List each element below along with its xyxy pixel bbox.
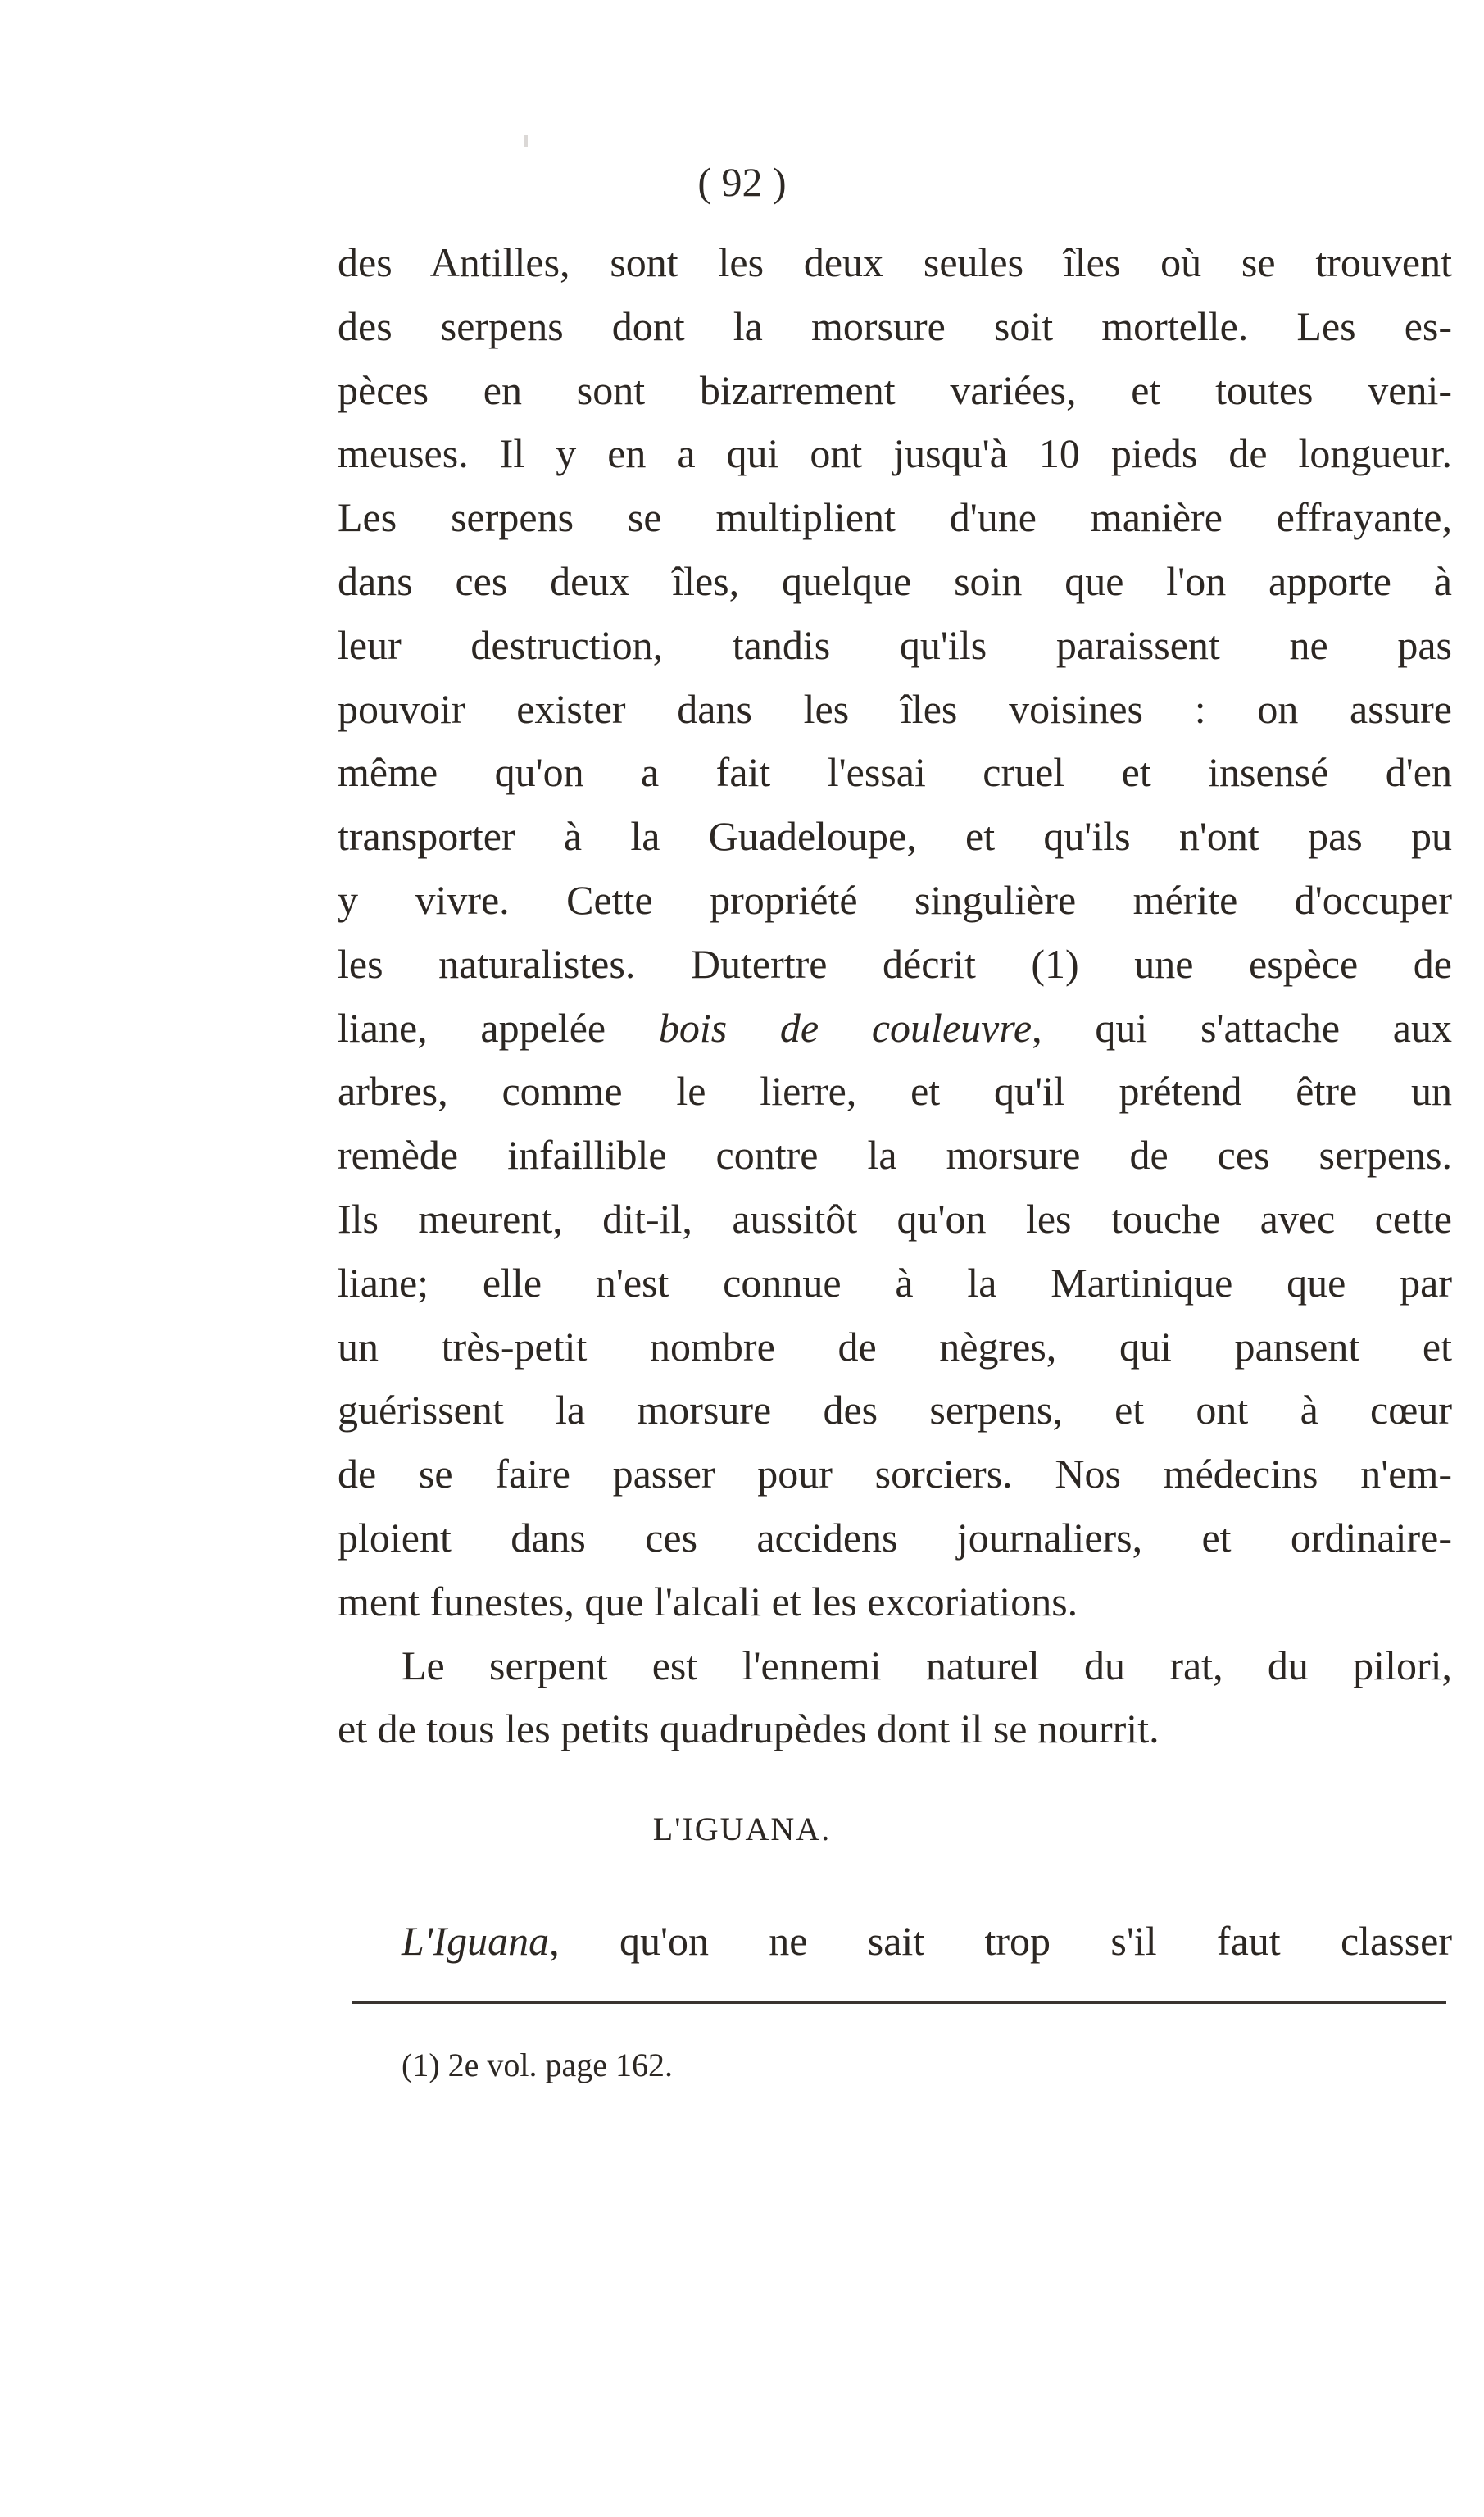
text-line: liane; elle n'est connue à la Martinique que par [338,1259,1452,1306]
text-line: et de tous les petits quadrupèdes dont il se nourrit. [338,1706,1160,1752]
section-heading: L'IGUANA. [652,1811,832,1847]
text-line: remède infaillible contre la morsure de ces serpens. [338,1132,1452,1179]
text-line: y vivre. Cette propriété singulière mérite d'occuper [338,876,1452,923]
text-line: un très-petit nombre de nègres, qui pansent et [338,1323,1452,1370]
page-number: ( 92 ) [697,159,787,205]
text-line: Le serpent est l'ennemi naturel du rat, du pilori, [402,1642,1452,1688]
text-line: ploient dans ces accidens journaliers, et ordinaire- [338,1514,1452,1561]
text-line: meuses. Il y en a qui ont jusqu'à 10 pieds de longueur. [338,430,1452,477]
text-line: Ils meurent, dit-il, aussitôt qu'on les touche avec cette [338,1195,1452,1242]
text-line: guérissent la morsure des serpens, et ont à cœur [338,1387,1452,1433]
footnote: (1) 2e vol. page 162. [402,2047,674,2083]
text-line: leur destruction, tandis qu'ils paraissent ne pas [338,621,1452,668]
italic-term: bois de couleuvre [658,1004,1032,1051]
text-run: , qui s'attache aux [1032,1004,1452,1051]
footnote-rule [352,2001,1446,2004]
text-line: même qu'on a fait l'essai cruel et insensé d'en [338,749,1452,796]
text-line-liane [338,997,1452,1061]
text-line: pouvoir exister dans les îles voisines : on assure [338,685,1452,732]
text-run: liane, appelée [338,1004,659,1051]
text-line: pèces en sont bizarrement variées, et toutes veni- [338,366,1452,413]
text-line: Les serpens se multiplient d'une manière effrayante, [338,494,1452,541]
main-text [338,231,1452,1761]
text-line: des Antilles, sont les deux seules îles où se trouvent [338,239,1452,285]
text-line: de se faire passer pour sorciers. Nos médecins n'em- [338,1451,1452,1497]
text-line-iguana [338,1910,1452,1974]
italic-term: L'Iguana [402,1918,550,1964]
text-line: transporter à la Guadeloupe, et qu'ils n'ont pas pu [338,813,1452,860]
text-line: dans ces deux îles, quelque soin que l'on apporte à [338,557,1452,604]
text-line: des serpens dont la morsure soit mortelle. Les es- [338,302,1452,349]
iguana-paragraph [338,1910,1452,1974]
text-line: arbres, comme le lierre, et qu'il prétend être un [338,1068,1452,1115]
paper-speck [524,135,528,147]
text-run: , qu'on ne sait trop s'il faut classer [549,1918,1452,1964]
text-line: les naturalistes. Dutertre décrit (1) une espèce de [338,940,1452,987]
text-line: ment funestes, que l'alcali et les excoriations. [338,1578,1078,1624]
